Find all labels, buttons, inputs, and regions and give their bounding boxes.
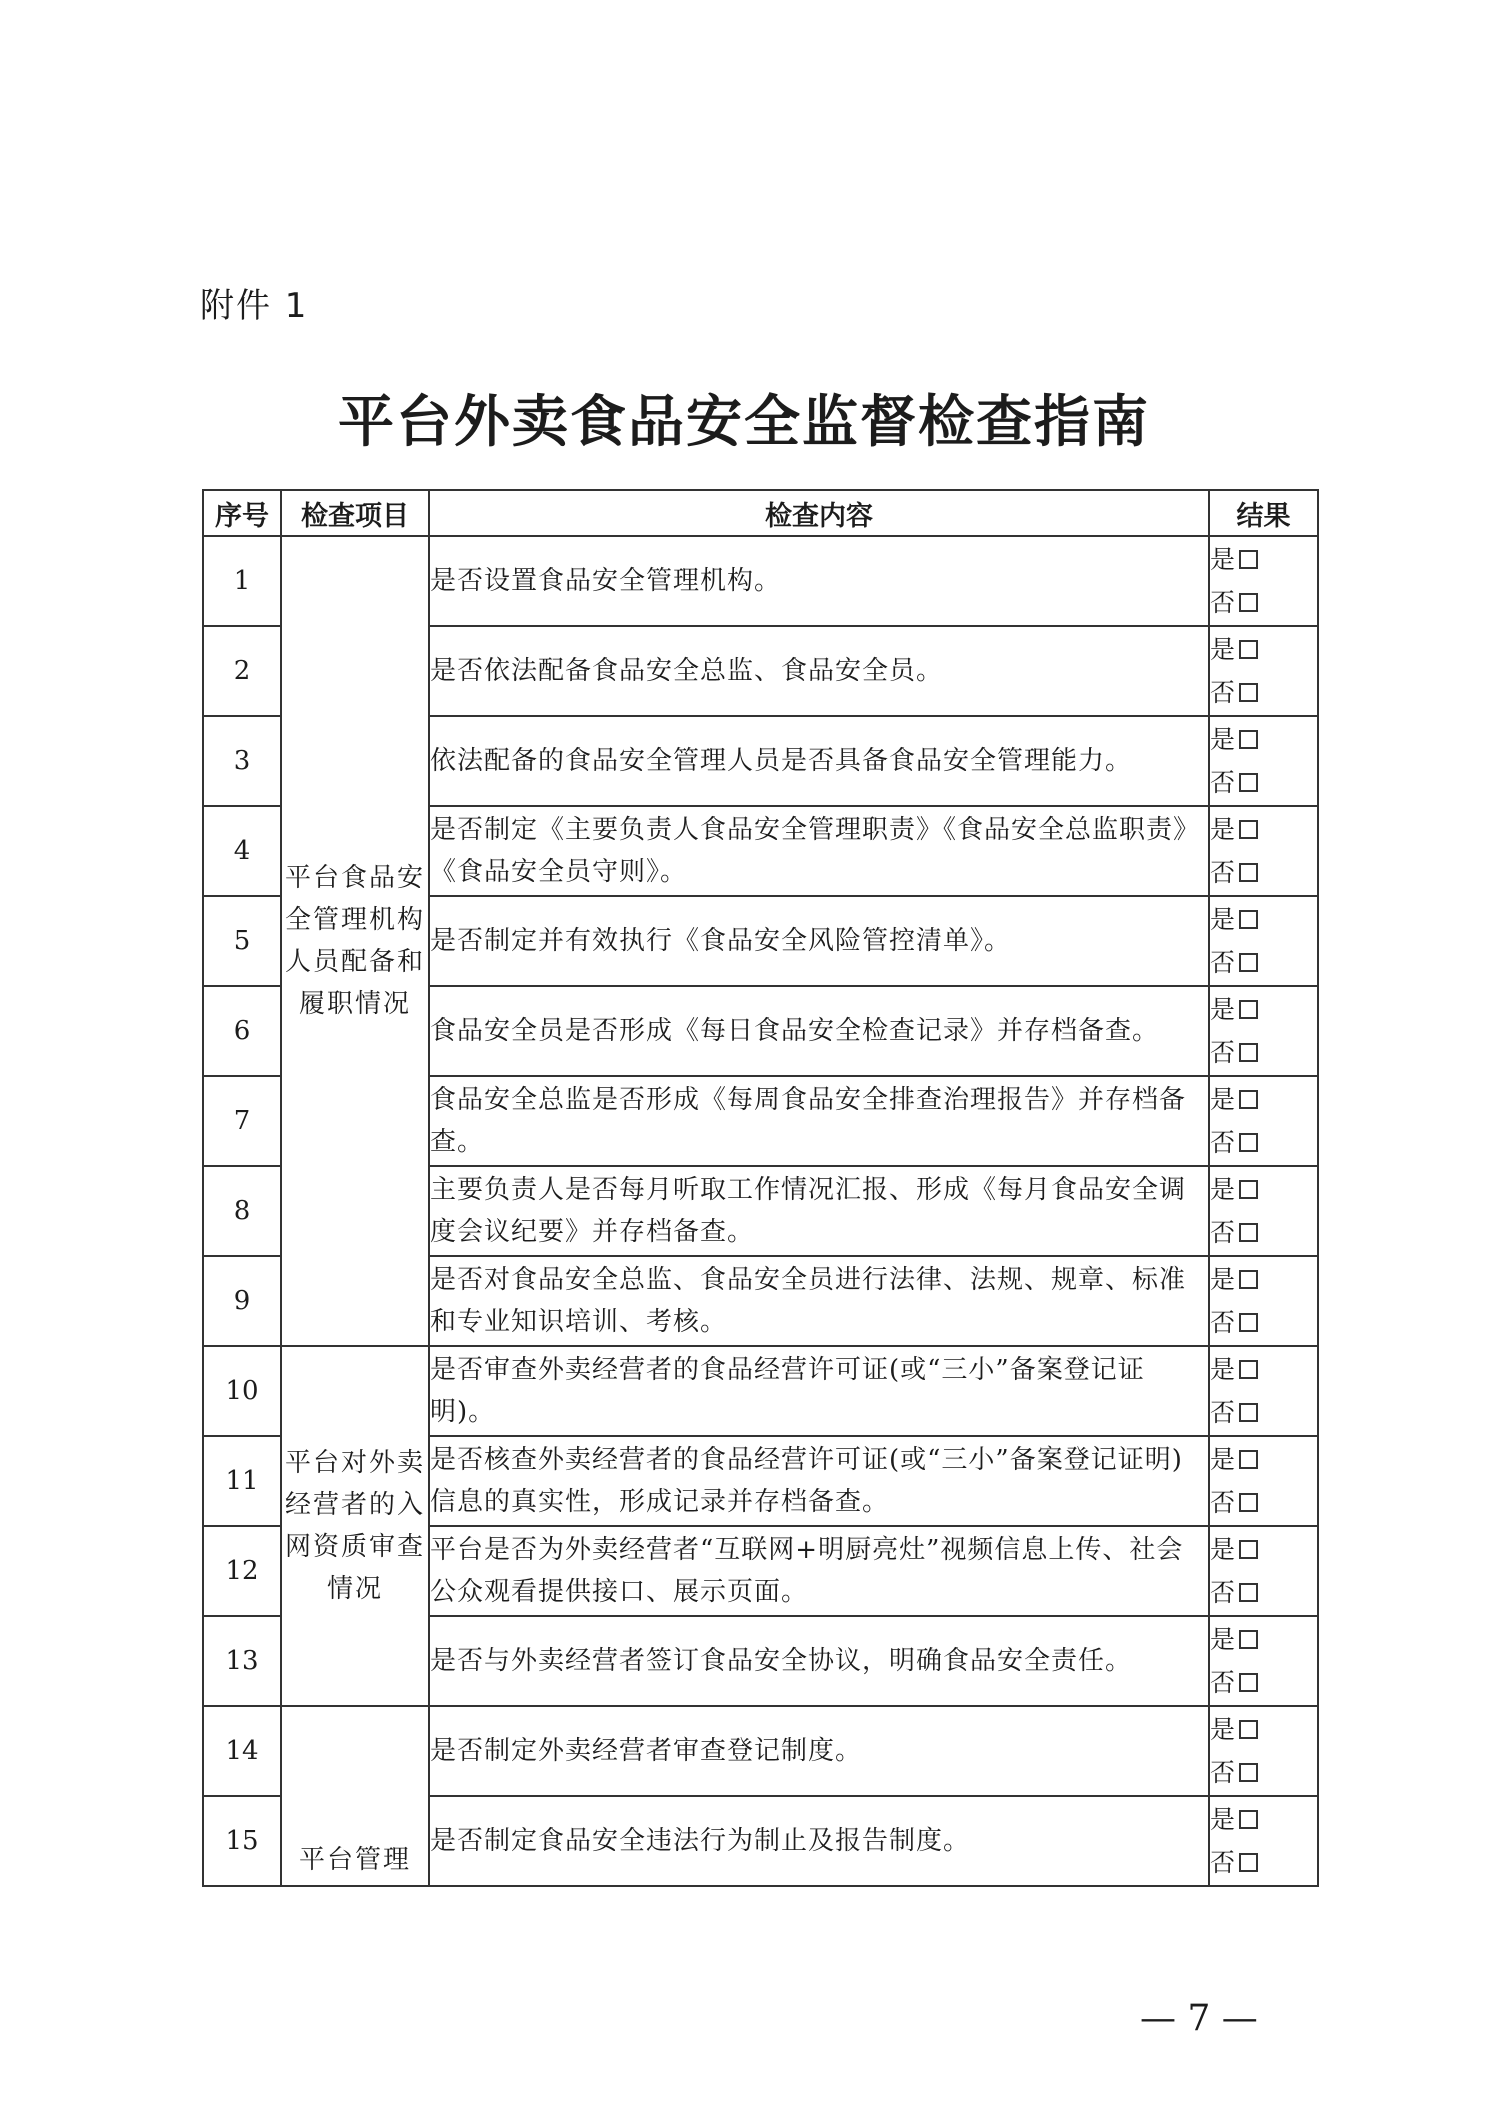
yes-label: 是 (1210, 1085, 1236, 1114)
no-label: 否 (1210, 768, 1236, 797)
row-content: 是否设置食品安全管理机构。 (429, 536, 1209, 626)
yes-label: 是 (1210, 815, 1236, 844)
checkbox-icon[interactable] (1239, 953, 1258, 972)
result-cell (1209, 1076, 1318, 1166)
checkbox-icon[interactable] (1239, 1133, 1258, 1152)
row-number: 4 (203, 806, 281, 896)
checkbox-icon[interactable] (1239, 773, 1258, 792)
row-content: 主要负责人是否每月听取工作情况汇报、形成《每月食品安全调度会议纪要》并存档备查。 (429, 1166, 1209, 1256)
no-label: 否 (1210, 1758, 1236, 1787)
row-content: 是否制定外卖经营者审查登记制度。 (429, 1706, 1209, 1796)
result-no (1210, 1571, 1317, 1614)
no-label: 否 (1210, 1218, 1236, 1247)
checkbox-icon[interactable] (1239, 1853, 1258, 1872)
result-no (1210, 1301, 1317, 1344)
row-content: 是否制定食品安全违法行为制止及报告制度。 (429, 1796, 1209, 1886)
yes-label: 是 (1210, 1805, 1236, 1834)
row-number: 12 (203, 1526, 281, 1616)
row-number: 11 (203, 1436, 281, 1526)
result-cell (1209, 716, 1318, 806)
row-content: 是否制定《主要负责人食品安全管理职责》《食品安全总监职责》《食品安全员守则》。 (429, 806, 1209, 896)
checkbox-icon[interactable] (1239, 1493, 1258, 1512)
row-content: 是否审查外卖经营者的食品经营许可证(或“三小”备案登记证明)。 (429, 1346, 1209, 1436)
row-number: 10 (203, 1346, 281, 1436)
no-label: 否 (1210, 1038, 1236, 1067)
result-yes (1210, 1798, 1317, 1841)
checkbox-icon[interactable] (1239, 593, 1258, 612)
no-label: 否 (1210, 1308, 1236, 1337)
result-yes (1210, 718, 1317, 761)
checkbox-icon[interactable] (1239, 1223, 1258, 1242)
result-yes (1210, 1348, 1317, 1391)
group-label-qualification: 平台对外卖经营者的入网资质审查情况 (281, 1346, 429, 1706)
checkbox-icon[interactable] (1239, 820, 1258, 839)
checkbox-icon[interactable] (1239, 1043, 1258, 1062)
result-cell (1209, 986, 1318, 1076)
checkbox-icon[interactable] (1239, 1450, 1258, 1469)
result-yes (1210, 1438, 1317, 1481)
result-cell (1209, 536, 1318, 626)
checkbox-icon[interactable] (1239, 1000, 1258, 1019)
row-number: 1 (203, 536, 281, 626)
row-number: 3 (203, 716, 281, 806)
no-label: 否 (1210, 1488, 1236, 1517)
checkbox-icon[interactable] (1239, 640, 1258, 659)
result-no (1210, 1481, 1317, 1524)
table-row (203, 1706, 1318, 1796)
no-label: 否 (1210, 1398, 1236, 1427)
checkbox-icon[interactable] (1239, 683, 1258, 702)
result-cell (1209, 1256, 1318, 1346)
checkbox-icon[interactable] (1239, 1270, 1258, 1289)
row-number: 8 (203, 1166, 281, 1256)
result-yes (1210, 1168, 1317, 1211)
result-yes (1210, 628, 1317, 671)
result-cell (1209, 896, 1318, 986)
result-yes (1210, 1528, 1317, 1571)
result-no (1210, 941, 1317, 984)
attachment-label: 附件 1 (200, 286, 309, 326)
checkbox-icon[interactable] (1239, 550, 1258, 569)
result-yes (1210, 1708, 1317, 1751)
no-label: 否 (1210, 1848, 1236, 1877)
result-cell (1209, 1526, 1318, 1616)
checkbox-icon[interactable] (1239, 1583, 1258, 1602)
no-label: 否 (1210, 588, 1236, 617)
no-label: 否 (1210, 1668, 1236, 1697)
result-cell (1209, 1346, 1318, 1436)
row-content: 食品安全总监是否形成《每周食品安全排查治理报告》并存档备查。 (429, 1076, 1209, 1166)
row-content: 是否依法配备食品安全总监、食品安全员。 (429, 626, 1209, 716)
checkbox-icon[interactable] (1239, 1403, 1258, 1422)
row-content: 依法配备的食品安全管理人员是否具备食品安全管理能力。 (429, 716, 1209, 806)
result-yes (1210, 808, 1317, 851)
checkbox-icon[interactable] (1239, 910, 1258, 929)
row-number: 6 (203, 986, 281, 1076)
yes-label: 是 (1210, 1625, 1236, 1654)
checkbox-icon[interactable] (1239, 730, 1258, 749)
yes-label: 是 (1210, 1445, 1236, 1474)
result-no (1210, 1031, 1317, 1074)
yes-label: 是 (1210, 995, 1236, 1024)
table-header-row (203, 490, 1318, 536)
result-no (1210, 761, 1317, 804)
row-content: 平台是否为外卖经营者“互联网+明厨亮灶”视频信息上传、社会公众观看提供接口、展示页面。 (429, 1526, 1209, 1616)
row-content: 是否与外卖经营者签订食品安全协议，明确食品安全责任。 (429, 1616, 1209, 1706)
row-content: 是否核查外卖经营者的食品经营许可证(或“三小”备案登记证明)信息的真实性，形成记录并存档备查。 (429, 1436, 1209, 1526)
yes-label: 是 (1210, 1175, 1236, 1204)
row-number: 7 (203, 1076, 281, 1166)
result-yes (1210, 898, 1317, 941)
row-number: 2 (203, 626, 281, 716)
row-number: 5 (203, 896, 281, 986)
result-yes (1210, 1258, 1317, 1301)
yes-label: 是 (1210, 1265, 1236, 1294)
checkbox-icon[interactable] (1239, 1540, 1258, 1559)
table-row (203, 1346, 1318, 1436)
no-label: 否 (1210, 1578, 1236, 1607)
result-no (1210, 1751, 1317, 1794)
yes-label: 是 (1210, 905, 1236, 934)
yes-label: 是 (1210, 1355, 1236, 1384)
no-label: 否 (1210, 858, 1236, 887)
result-no (1210, 1661, 1317, 1704)
checkbox-icon[interactable] (1239, 863, 1258, 882)
checkbox-icon[interactable] (1239, 1090, 1258, 1109)
inspection-table (202, 489, 1319, 1887)
row-content: 食品安全员是否形成《每日食品安全检查记录》并存档备查。 (429, 986, 1209, 1076)
checkbox-icon[interactable] (1239, 1180, 1258, 1199)
result-no (1210, 1211, 1317, 1254)
no-label: 否 (1210, 1128, 1236, 1157)
row-number: 15 (203, 1796, 281, 1886)
header-result: 结果 (1209, 490, 1318, 536)
row-content: 是否对食品安全总监、食品安全员进行法律、法规、规章、标准和专业知识培训、考核。 (429, 1256, 1209, 1346)
yes-label: 是 (1210, 725, 1236, 754)
document-title: 平台外卖食品安全监督检查指南 (338, 390, 1150, 455)
result-cell (1209, 626, 1318, 716)
yes-label: 是 (1210, 1715, 1236, 1744)
result-cell (1209, 1706, 1318, 1796)
result-yes (1210, 988, 1317, 1031)
row-number: 14 (203, 1706, 281, 1796)
header-item: 检查项目 (281, 490, 429, 536)
checkbox-icon[interactable] (1239, 1313, 1258, 1332)
result-cell (1209, 806, 1318, 896)
header-no: 序号 (203, 490, 281, 536)
result-cell (1209, 1166, 1318, 1256)
yes-label: 是 (1210, 635, 1236, 664)
checkbox-icon[interactable] (1239, 1630, 1258, 1649)
result-no (1210, 1841, 1317, 1884)
result-no (1210, 671, 1317, 714)
row-content: 是否制定并有效执行《食品安全风险管控清单》。 (429, 896, 1209, 986)
yes-label: 是 (1210, 545, 1236, 574)
result-cell (1209, 1796, 1318, 1886)
result-yes (1210, 1618, 1317, 1661)
group-label-management: 平台管理 (281, 1706, 429, 1886)
checkbox-icon[interactable] (1239, 1673, 1258, 1692)
result-cell (1209, 1616, 1318, 1706)
result-yes (1210, 1078, 1317, 1121)
result-no (1210, 581, 1317, 624)
result-no (1210, 1391, 1317, 1434)
checkbox-icon[interactable] (1239, 1763, 1258, 1782)
yes-label: 是 (1210, 1535, 1236, 1564)
result-yes (1210, 538, 1317, 581)
checkbox-icon[interactable] (1239, 1360, 1258, 1379)
page-number: — 7 — (1140, 1998, 1258, 2039)
checkbox-icon[interactable] (1239, 1810, 1258, 1829)
row-number: 13 (203, 1616, 281, 1706)
result-no (1210, 851, 1317, 894)
header-content: 检查内容 (429, 490, 1209, 536)
row-number: 9 (203, 1256, 281, 1346)
no-label: 否 (1210, 678, 1236, 707)
no-label: 否 (1210, 948, 1236, 977)
result-cell (1209, 1436, 1318, 1526)
group-label-staffing: 平台食品安全管理机构人员配备和履职情况 (281, 536, 429, 1346)
checkbox-icon[interactable] (1239, 1720, 1258, 1739)
table-row (203, 536, 1318, 626)
result-no (1210, 1121, 1317, 1164)
